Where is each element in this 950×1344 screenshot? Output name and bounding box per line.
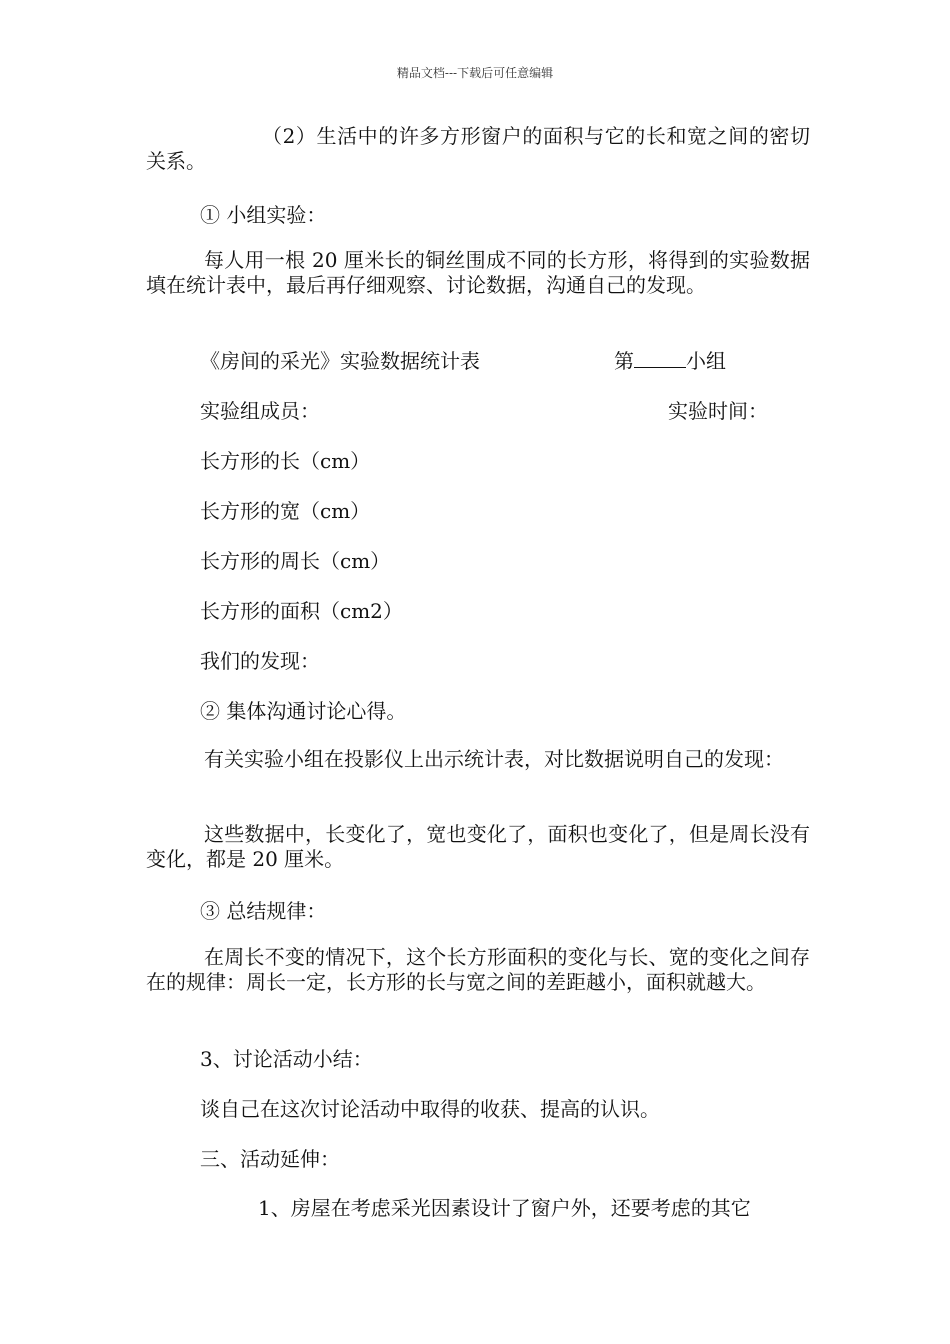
- table-title: 《房间的采光》实验数据统计表: [200, 349, 480, 373]
- group-number-field: [614, 348, 726, 374]
- time-label: 实验时间：: [668, 399, 768, 423]
- paragraph-projector: 有关实验小组在投影仪上出示统计表，对比数据说明自己的发现：: [204, 747, 784, 771]
- row-perimeter: 长方形的周长（cm）: [200, 549, 391, 573]
- page-header: 精品文档---下载后可任意编辑: [396, 66, 554, 80]
- section-activity-summary: 3、讨论活动小结：: [200, 1047, 373, 1071]
- paragraph-data-observation: 这些数据中，长变化了，宽也变化了，面积也变化了，但是周长没有变化，都是 20 厘米。: [146, 822, 810, 871]
- section-discussion: ② 集体沟通讨论心得。: [200, 699, 407, 723]
- group-prefix: 第: [614, 349, 634, 373]
- findings-label: 我们的发现：: [200, 649, 320, 673]
- paragraph-gains: 谈自己在这次讨论活动中取得的收获、提高的认识。: [200, 1097, 660, 1121]
- paragraph-experiment-instructions: 每人用一根 20 厘米长的铜丝围成不同的长方形，将得到的实验数据填在统计表中，最后再仔细观察、讨论数据，沟通自己的发现。: [146, 248, 810, 297]
- section-group-experiment: ① 小组实验：: [200, 203, 327, 227]
- group-number-blank: [634, 349, 686, 368]
- paragraph-window-area: （2）生活中的许多方形窗户的面积与它的长和宽之间的密切关系。: [146, 124, 810, 173]
- paragraph-rule: 在周长不变的情况下，这个长方形面积的变化与长、宽的变化之间存在的规律：周长一定，长方形的长与宽之间的差距越小，面积就越大。: [146, 945, 810, 994]
- group-suffix: 小组: [686, 349, 726, 373]
- section-summary-rule: ③ 总结规律：: [200, 899, 327, 923]
- row-length: 长方形的长（cm）: [200, 449, 371, 473]
- paragraph-house-design: 1、房屋在考虑采光因素设计了窗户外，还要考虑的其它: [258, 1196, 751, 1220]
- row-area: 长方形的面积（cm2）: [200, 599, 403, 623]
- row-width: 长方形的宽（cm）: [200, 499, 371, 523]
- members-label: 实验组成员：: [200, 399, 320, 423]
- section-extension: 三、活动延伸：: [200, 1147, 340, 1171]
